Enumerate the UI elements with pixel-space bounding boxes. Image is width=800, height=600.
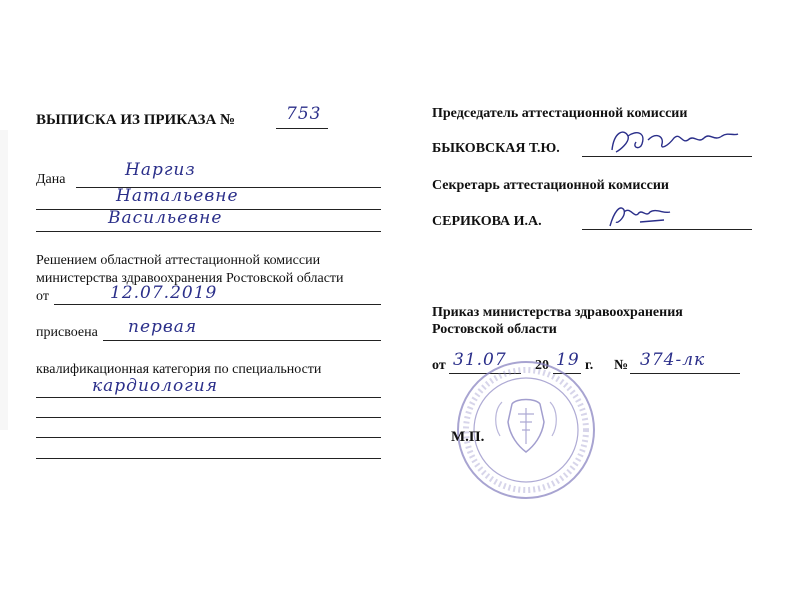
specialty-line-2 <box>36 417 381 418</box>
dana-label: Дана <box>36 172 66 187</box>
name-line-3 <box>36 231 381 232</box>
qualification-label: квалификационная категория по специальности <box>36 362 322 377</box>
seal-place-label: М.П. <box>451 429 485 445</box>
decision-text-1: Решением областной аттестационной комиссии <box>36 253 321 268</box>
secretary-title: Секретарь аттестационной комиссии <box>432 178 669 193</box>
specialty-line-3 <box>36 437 381 438</box>
order-no-label: № <box>614 358 629 373</box>
assigned-label: присвоена <box>36 325 98 340</box>
extract-title: ВЫПИСКА ИЗ ПРИКАЗА № <box>36 112 236 128</box>
specialty-line-4 <box>36 458 381 459</box>
order-no-line <box>630 373 740 374</box>
order-year-prefix: 20 <box>535 358 549 373</box>
from-label: от <box>36 289 49 304</box>
category-line <box>103 340 381 341</box>
specialty-handwritten: кардиология <box>92 376 218 396</box>
chair-signature <box>602 122 742 158</box>
order-number-line <box>276 128 328 129</box>
from-date-handwritten: 12.07.2019 <box>110 283 218 303</box>
order-title-1: Приказ министерства здравоохранения <box>432 305 683 320</box>
order-year-handwritten: 19 <box>556 350 580 370</box>
order-number-handwritten: 753 <box>286 104 322 124</box>
scan-edge-shadow <box>0 130 8 430</box>
order-year-g: г. <box>585 358 594 373</box>
order-no-handwritten: 374-лк <box>640 350 706 370</box>
order-title-2: Ростовской области <box>432 322 557 337</box>
specialty-line-1 <box>36 397 381 398</box>
chair-title: Председатель аттестационной комиссии <box>432 106 688 121</box>
chair-name: БЫКОВСКАЯ Т.Ю. <box>432 141 560 156</box>
category-handwritten: первая <box>128 317 198 337</box>
secretary-signature <box>604 200 674 230</box>
order-date-handwritten: 31.07 <box>453 350 507 370</box>
decision-text-2: министерства здравоохранения Ростовской области <box>36 271 344 286</box>
from-date-line <box>54 304 381 305</box>
patronymic-handwritten: Натальевне <box>116 186 239 206</box>
secretary-name: СЕРИКОВА И.А. <box>432 214 542 229</box>
order-from-label: от <box>432 358 446 373</box>
first-name-handwritten: Наргиз <box>125 160 196 180</box>
surname-handwritten: Васильевне <box>108 208 223 228</box>
